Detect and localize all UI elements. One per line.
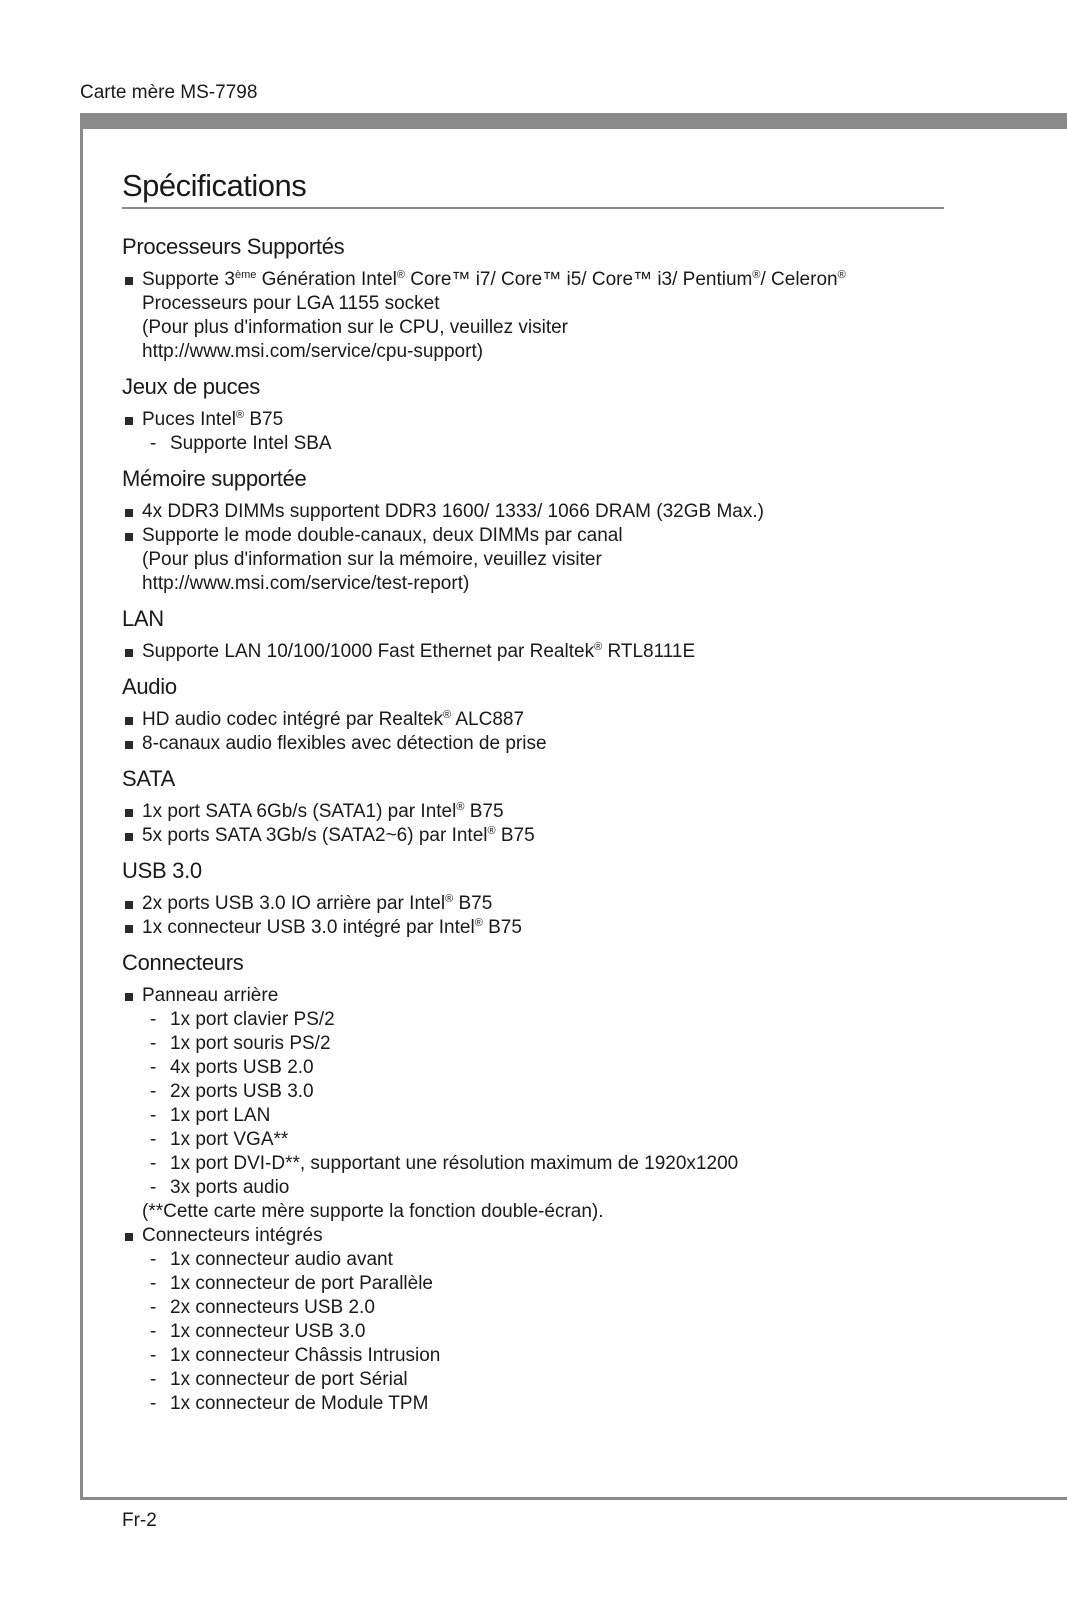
- section-title-audio: Audio: [122, 674, 177, 699]
- header-title: Carte mère MS-7798: [80, 82, 258, 103]
- section-cpu: [122, 233, 982, 364]
- section-audio: [122, 673, 982, 756]
- section-title-usb3: USB 3.0: [122, 858, 202, 883]
- list-item: Supporte 3ème Génération Intel® Core™ i7/ Core™ i5/ Core™ i3/ Pentium®/ Celeron®: [122, 268, 982, 292]
- section-title-cpu: Processeurs Supportés: [122, 234, 345, 259]
- page-title: Spécifications: [122, 168, 307, 203]
- list-item: Puces Intel® B75: [122, 408, 982, 432]
- sub-item: - 1x port LAN: [150, 1105, 271, 1126]
- list-item: Supporte LAN 10/100/1000 Fast Ethernet par Realtek® RTL8111E: [122, 640, 982, 664]
- sub-item: - 1x port VGA**: [150, 1129, 289, 1150]
- sub-item: - Supporte Intel SBA: [150, 433, 332, 454]
- page-number: Fr-2: [122, 1510, 157, 1531]
- list-item: Supporte le mode double-canaux, deux DIMMs par canal: [122, 524, 982, 548]
- sub-item: - 1x connecteur de Module TPM: [150, 1393, 429, 1414]
- sub-item: - 2x connecteurs USB 2.0: [150, 1297, 375, 1318]
- sub-item: - 3x ports audio: [150, 1177, 290, 1198]
- list-item: 1x connecteur USB 3.0 intégré par Intel® B75: [122, 916, 982, 940]
- section-lan: [122, 605, 982, 664]
- section-title-sata: SATA: [122, 766, 175, 791]
- sub-item: - 1x port souris PS/2: [150, 1033, 331, 1054]
- list-item: 2x ports USB 3.0 IO arrière par Intel® B75: [122, 892, 982, 916]
- sub-item: - 1x connecteur Châssis Intrusion: [150, 1345, 441, 1366]
- section-sata: [122, 765, 982, 848]
- sub-item: - 1x port DVI-D**, supportant une résolution maximum de 1920x1200: [150, 1153, 739, 1174]
- list-item: 8-canaux audio flexibles avec détection de prise: [122, 732, 982, 756]
- list-item: Panneau arrière: [122, 984, 982, 1008]
- section-usb3: [122, 857, 982, 940]
- list-item-continuation: (Pour plus d'information sur la mémoire, veuillez visiter: [142, 549, 602, 570]
- sub-item: - 1x port clavier PS/2: [150, 1009, 335, 1030]
- list-item: 1x port SATA 6Gb/s (SATA1) par Intel® B75: [122, 800, 982, 824]
- title-underline: [122, 207, 944, 209]
- section-memory: [122, 465, 982, 596]
- sub-item: - 1x connecteur de port Sérial: [150, 1369, 408, 1390]
- list-item: Connecteurs intégrés: [122, 1224, 982, 1248]
- sub-item: - 1x connecteur de port Parallèle: [150, 1273, 433, 1294]
- list-item: 5x ports SATA 3Gb/s (SATA2~6) par Intel® B75: [122, 824, 982, 848]
- spec-content: [122, 233, 982, 1416]
- list-item-continuation: (Pour plus d'information sur le CPU, veuillez visiter: [142, 317, 569, 338]
- list-item-continuation: Processeurs pour LGA 1155 socket: [142, 293, 440, 314]
- section-chipset: [122, 373, 982, 456]
- section-title-chipset: Jeux de puces: [122, 374, 260, 399]
- sub-item: - 4x ports USB 2.0: [150, 1057, 314, 1078]
- cpu-support-url: http://www.msi.com/service/cpu-support): [142, 341, 484, 362]
- list-item: HD audio codec intégré par Realtek® ALC887: [122, 708, 982, 732]
- section-title-connectors: Connecteurs: [122, 950, 244, 975]
- left-border: [80, 113, 83, 1500]
- sub-item: - 2x ports USB 3.0: [150, 1081, 314, 1102]
- section-connectors: [122, 949, 982, 1416]
- bottom-border: [80, 1497, 1067, 1500]
- sub-item: - 1x connecteur USB 3.0: [150, 1321, 366, 1342]
- header-bar: [80, 113, 1067, 129]
- section-title-memory: Mémoire supportée: [122, 466, 307, 491]
- section-title-lan: LAN: [122, 606, 164, 631]
- sub-item: - 1x connecteur audio avant: [150, 1249, 393, 1270]
- dual-display-note: (**Cette carte mère supporte la fonction double-écran).: [142, 1201, 604, 1222]
- test-report-url: http://www.msi.com/service/test-report): [142, 573, 470, 594]
- list-item: 4x DDR3 DIMMs supportent DDR3 1600/ 1333/ 1066 DRAM (32GB Max.): [122, 500, 982, 524]
